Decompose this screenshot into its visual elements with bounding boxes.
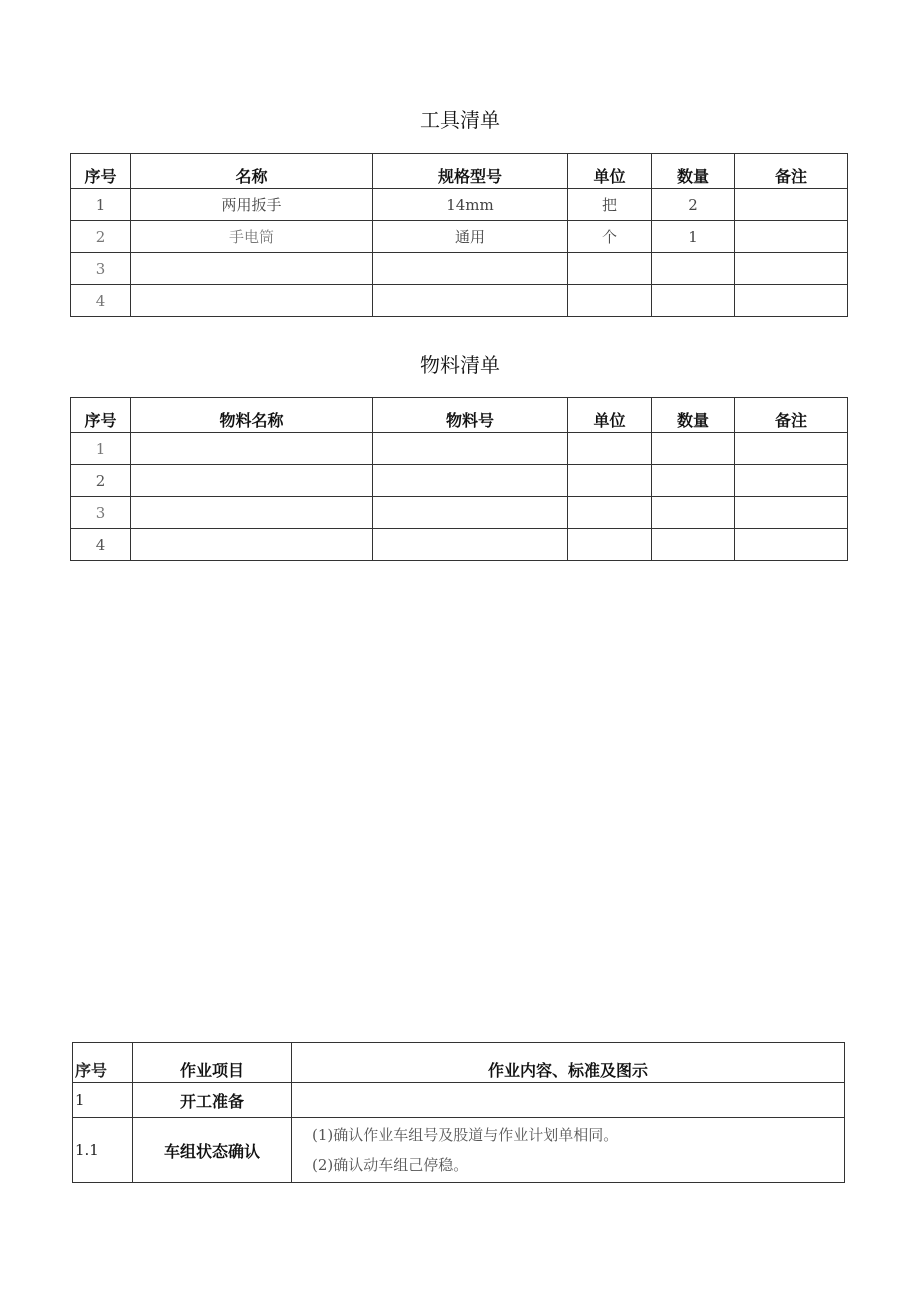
cell-qty: 2 bbox=[652, 189, 735, 221]
cell-qty bbox=[652, 529, 735, 561]
col-header-material-no: 物料号 bbox=[373, 398, 568, 433]
cell-name bbox=[131, 285, 373, 317]
col-header-spec: 规格型号 bbox=[373, 154, 568, 189]
table-row bbox=[71, 189, 848, 221]
cell-work-content bbox=[292, 1083, 845, 1118]
content-line: (1)确认作业车组号及股道与作业计划单相同。 bbox=[312, 1126, 619, 1144]
col-header-remark: 备注 bbox=[735, 398, 848, 433]
materials-title: 物料清单 bbox=[420, 353, 500, 377]
cell-seq: 1 bbox=[73, 1083, 133, 1118]
cell-unit bbox=[568, 529, 652, 561]
cell-qty bbox=[652, 465, 735, 497]
cell-work-content bbox=[292, 1118, 845, 1183]
cell-spec: 通用 bbox=[373, 221, 568, 253]
col-header-unit: 单位 bbox=[568, 398, 652, 433]
cell-spec: 14mm bbox=[373, 189, 568, 221]
cell-remark bbox=[735, 433, 848, 465]
cell-material-name bbox=[131, 465, 373, 497]
cell-remark bbox=[735, 529, 848, 561]
cell-seq: 2 bbox=[71, 221, 131, 253]
cell-seq: 2 bbox=[71, 465, 131, 497]
cell-seq: 1.1 bbox=[73, 1118, 133, 1183]
cell-seq: 1 bbox=[71, 433, 131, 465]
cell-material-no bbox=[373, 497, 568, 529]
cell-unit bbox=[568, 497, 652, 529]
table-row bbox=[71, 221, 848, 253]
cell-seq: 4 bbox=[71, 285, 131, 317]
col-header-remark: 备注 bbox=[735, 154, 848, 189]
cell-material-name bbox=[131, 529, 373, 561]
cell-remark bbox=[735, 253, 848, 285]
col-header-unit: 单位 bbox=[568, 154, 652, 189]
col-header-seq: 序号 bbox=[71, 398, 131, 433]
col-header-seq: 序号 bbox=[71, 154, 131, 189]
tools-header-row bbox=[71, 154, 848, 189]
cell-remark bbox=[735, 189, 848, 221]
cell-qty bbox=[652, 433, 735, 465]
tools-title: 工具清单 bbox=[420, 108, 500, 132]
table-row bbox=[73, 1083, 845, 1118]
cell-qty: 1 bbox=[652, 221, 735, 253]
cell-remark bbox=[735, 497, 848, 529]
cell-unit bbox=[568, 433, 652, 465]
table-row bbox=[71, 529, 848, 561]
col-header-work-item: 作业项目 bbox=[133, 1043, 292, 1083]
cell-spec bbox=[373, 285, 568, 317]
table-row bbox=[71, 465, 848, 497]
cell-remark bbox=[735, 465, 848, 497]
cell-material-name bbox=[131, 497, 373, 529]
cell-remark bbox=[735, 221, 848, 253]
materials-table bbox=[70, 397, 848, 561]
cell-remark bbox=[735, 285, 848, 317]
work-header-row bbox=[73, 1043, 845, 1083]
tools-table bbox=[70, 153, 848, 317]
content-line: (2)确认动车组己停稳。 bbox=[312, 1156, 469, 1174]
col-header-qty: 数量 bbox=[652, 154, 735, 189]
table-row bbox=[71, 433, 848, 465]
work-table bbox=[72, 1042, 845, 1183]
cell-seq: 4 bbox=[71, 529, 131, 561]
cell-seq: 3 bbox=[71, 497, 131, 529]
cell-material-no bbox=[373, 529, 568, 561]
table-row bbox=[71, 285, 848, 317]
cell-qty bbox=[652, 497, 735, 529]
col-header-work-content: 作业内容、标准及图示 bbox=[292, 1043, 845, 1083]
col-header-seq: 序号 bbox=[73, 1043, 133, 1083]
materials-header-row bbox=[71, 398, 848, 433]
table-row bbox=[73, 1118, 845, 1183]
table-row bbox=[71, 497, 848, 529]
table-row bbox=[71, 253, 848, 285]
cell-name bbox=[131, 253, 373, 285]
cell-material-no bbox=[373, 433, 568, 465]
cell-qty bbox=[652, 285, 735, 317]
col-header-name: 名称 bbox=[131, 154, 373, 189]
cell-unit bbox=[568, 253, 652, 285]
cell-work-item: 车组状态确认 bbox=[133, 1118, 292, 1183]
cell-work-item: 开工准备 bbox=[133, 1083, 292, 1118]
cell-unit bbox=[568, 465, 652, 497]
cell-name: 手电筒 bbox=[131, 221, 373, 253]
cell-spec bbox=[373, 253, 568, 285]
cell-material-no bbox=[373, 465, 568, 497]
cell-seq: 3 bbox=[71, 253, 131, 285]
cell-material-name bbox=[131, 433, 373, 465]
col-header-material-name: 物料名称 bbox=[131, 398, 373, 433]
cell-unit: 个 bbox=[568, 221, 652, 253]
cell-unit: 把 bbox=[568, 189, 652, 221]
cell-unit bbox=[568, 285, 652, 317]
cell-seq: 1 bbox=[71, 189, 131, 221]
col-header-qty: 数量 bbox=[652, 398, 735, 433]
cell-qty bbox=[652, 253, 735, 285]
cell-name: 两用扳手 bbox=[131, 189, 373, 221]
